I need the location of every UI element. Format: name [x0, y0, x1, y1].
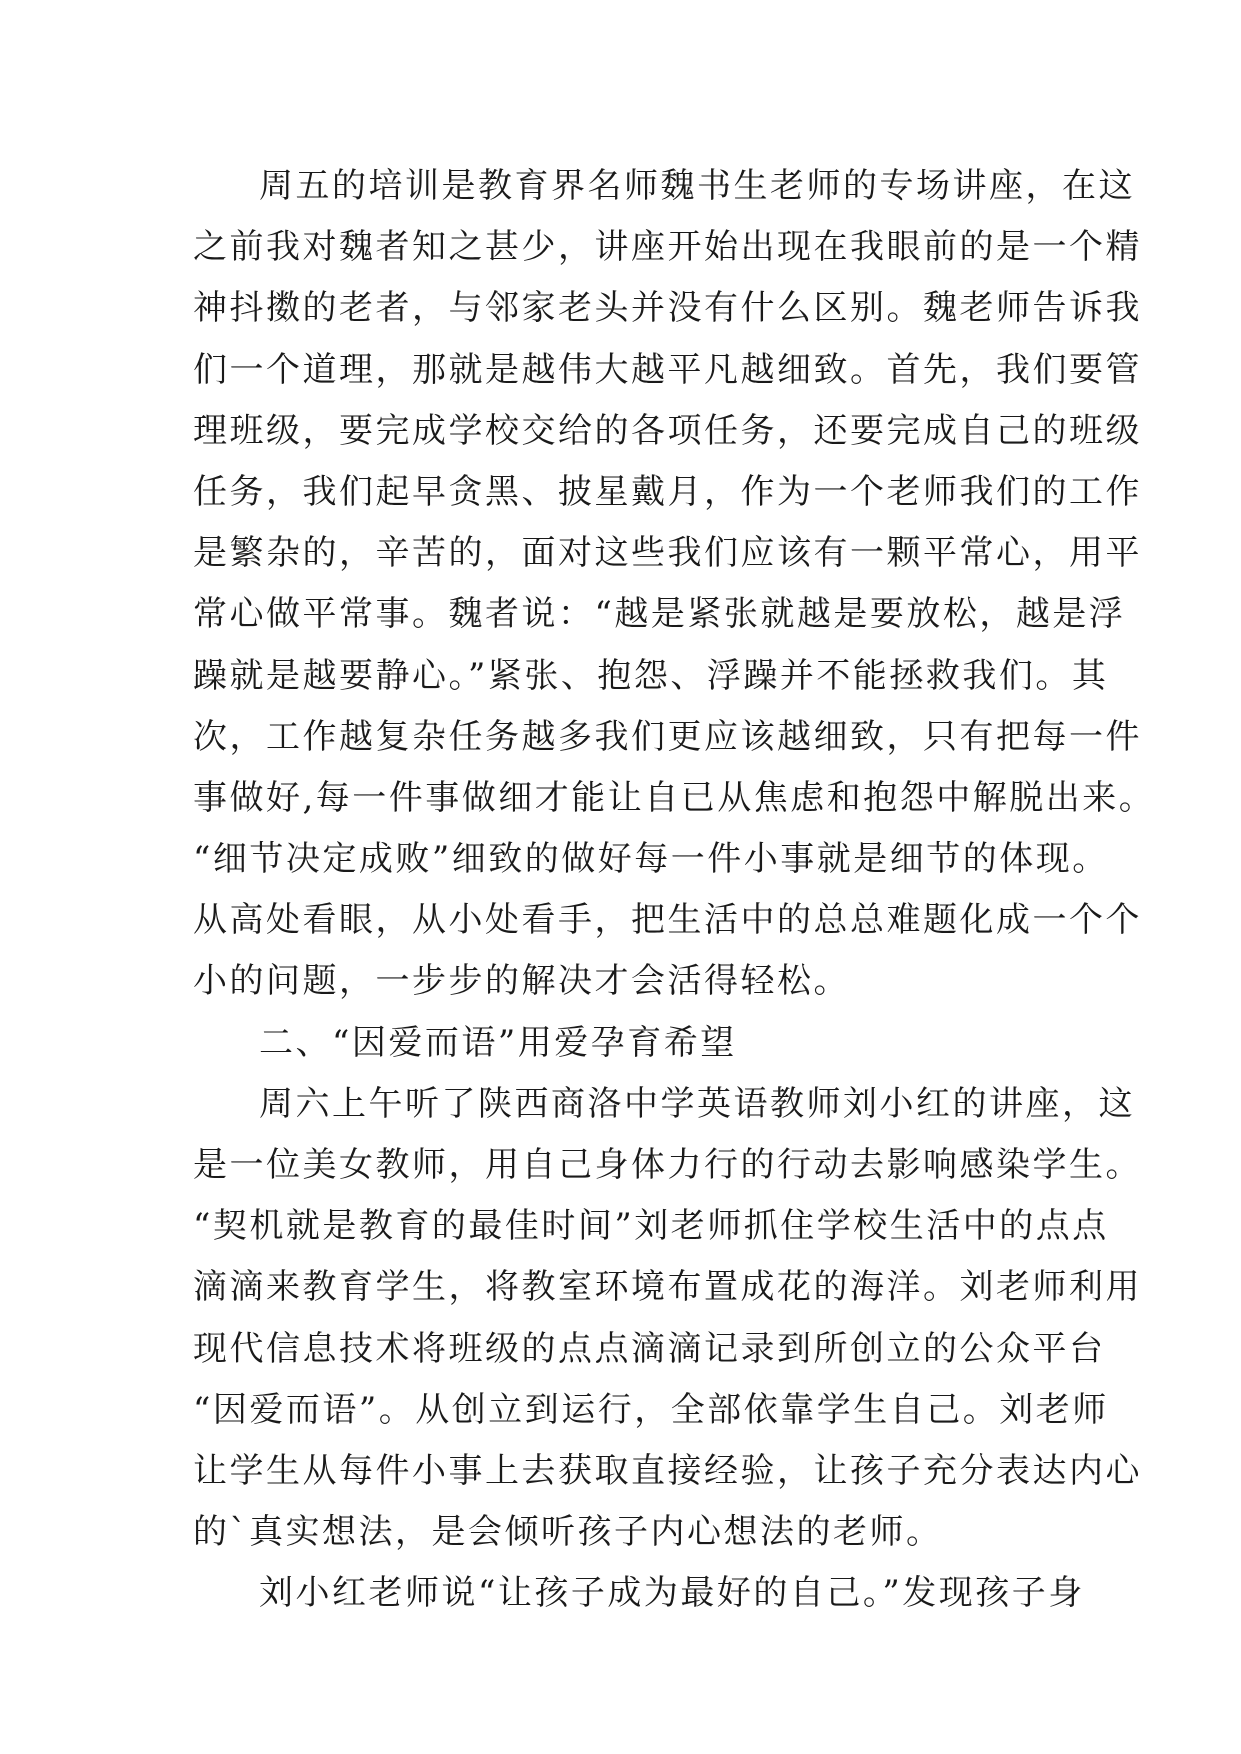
text-line: 之前我对魏者知之甚少，讲座开始出现在我眼前的是一个精 — [193, 227, 1142, 268]
text-line: 是一位美女教师，用自己身体力行的行动去影响感染学生。 — [193, 1145, 1142, 1185]
text-line: 周六上午听了陕西商洛中学英语教师刘小红的讲座，这 — [259, 1083, 1135, 1124]
text-line: “细节决定成败”细致的做好每一件小事就是细节的体现。 — [193, 839, 1109, 880]
text-line: 次，工作越复杂任务越多我们更应该越细致，只有把每一件 — [193, 716, 1142, 757]
text-line: 刘小红老师说“让孩子成为最好的自己。”发现孩子身 — [259, 1573, 1085, 1614]
text-line: 小的问题，一步步的解决才会活得轻松。 — [193, 961, 850, 1002]
text-line: 事做好,每一件事做细才能让自已从焦虑和抱怨中解脱出来。 — [193, 777, 1156, 818]
text-line: “契机就是教育的最佳时间”刘老师抓住学校生活中的点点 — [193, 1206, 1109, 1247]
text-line: 们一个道理，那就是越伟大越平凡越细致。首先，我们要管 — [193, 349, 1142, 390]
text-line: 理班级，要完成学校交给的各项任务，还要完成自己的班级 — [193, 410, 1142, 451]
section-heading: 二、“因爱而语”用爱孕育希望 — [259, 1022, 737, 1063]
text-line: 周五的培训是教育界名师魏书生老师的专场讲座，在这 — [259, 166, 1135, 206]
text-line: 滴滴来教育学生，将教室环境布置成花的海洋。刘老师利用 — [193, 1267, 1142, 1308]
document-body — [193, 156, 1156, 1625]
text-line: “因爱而语”。从创立到运行，全部依靠学生自己。刘老师 — [193, 1389, 1109, 1430]
text-line: 神抖擞的老者，与邻家老头并没有什么区别。魏老师告诉我 — [193, 288, 1142, 329]
text-line: 躁就是越要静心。”紧张、抱怨、浮躁并不能拯救我们。其 — [193, 655, 1109, 696]
text-line: 从高处看眼，从小处看手，把生活中的总总难题化成一个个 — [193, 900, 1142, 941]
text-line: 的`真实想法，是会倾听孩子内心想法的老师。 — [193, 1512, 943, 1553]
text-line: 是繁杂的，辛苦的，面对这些我们应该有一颗平常心，用平 — [193, 533, 1142, 574]
text-line: 任务，我们起早贪黑、披星戴月，作为一个老师我们的工作 — [193, 471, 1142, 512]
text-line: 现代信息技术将班级的点点滴滴记录到所创立的公众平台 — [193, 1328, 1106, 1369]
text-line: 让学生从每件小事上去获取直接经验，让孩子充分表达内心 — [193, 1450, 1142, 1491]
text-line: 常心做平常事。魏者说：“越是紧张就越是要放松，越是浮 — [193, 594, 1126, 635]
